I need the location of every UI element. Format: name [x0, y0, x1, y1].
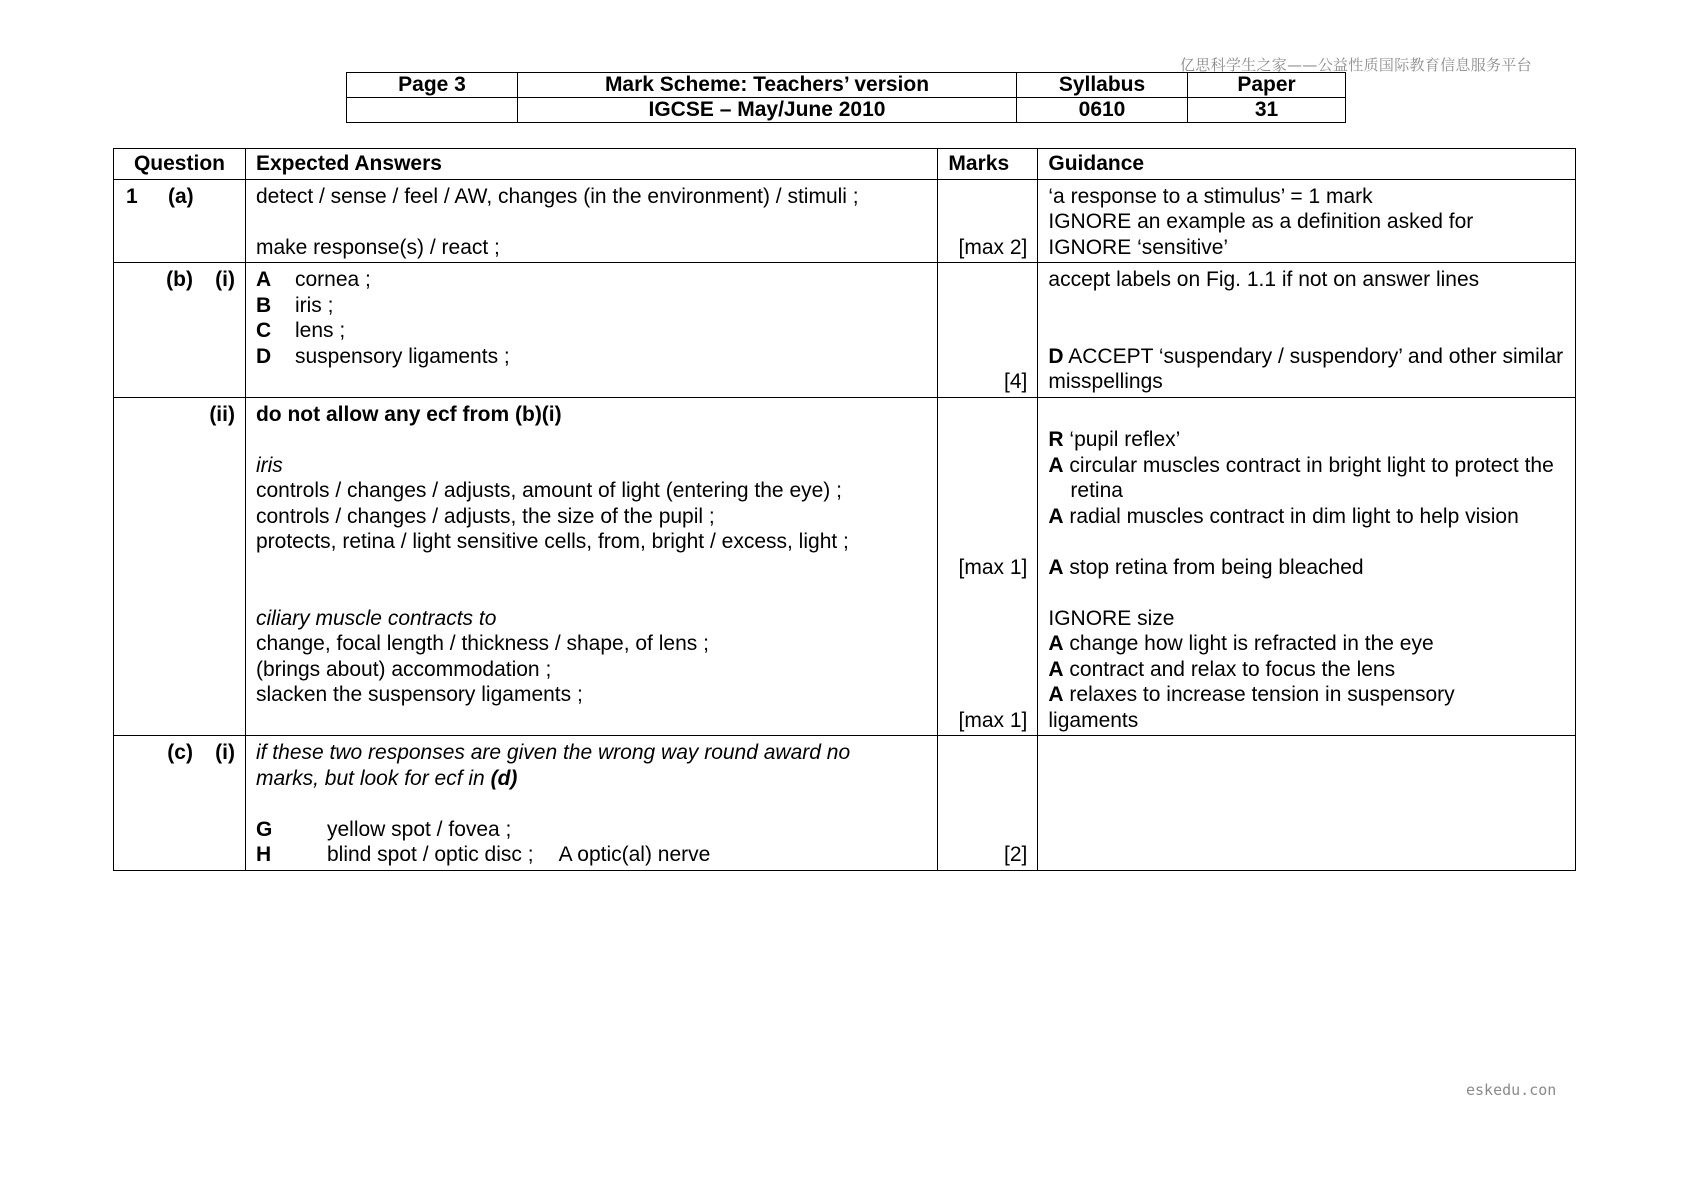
marks-value: [max 1] [958, 555, 1028, 579]
answer-line: detect / sense / feel / AW, changes (in the environment) / stimuli ; [255, 184, 859, 208]
answer-note: if these two responses are given the wrong way round award no [255, 741, 851, 764]
question-part: (c) [167, 741, 193, 764]
guidance-line: A change how light is refracted in the eye [1048, 632, 1434, 655]
col-guidance: Guidance [1038, 149, 1576, 180]
question-cell [114, 397, 246, 736]
label-letter: H [255, 843, 272, 866]
question-number: 1 [126, 184, 138, 208]
answer-line: controls / changes / adjusts, amount of light (entering the eye) ; [255, 479, 842, 502]
question-cell [114, 736, 246, 871]
header-table [346, 72, 1346, 123]
header-syllabus: 0610 [1017, 98, 1188, 123]
answer-note: marks, but look for ecf in (d) [255, 766, 518, 790]
label-letter: D [255, 344, 272, 368]
answer-line: controls / changes / adjusts, the size of the pupil ; [255, 504, 715, 528]
guidance-line: A radial muscles contract in dim light to help vision [1048, 504, 1519, 528]
answer-text: cornea ; [294, 268, 371, 291]
marks-cell [938, 736, 1038, 871]
label-letter: C [255, 319, 272, 342]
guidance-line: ‘a response to a stimulus’ = 1 mark [1048, 184, 1373, 208]
guidance-line: ligaments [1048, 708, 1139, 732]
answer-line: change, focal length / thickness / shape, of lens ; [255, 632, 709, 655]
guidance-line: IGNORE size [1048, 606, 1175, 630]
guidance-line: A relaxes to increase tension in suspensory [1048, 683, 1455, 706]
watermark-text: 亿思科学生之家——公益性质国际教育信息服务平台 [1180, 56, 1532, 74]
col-marks: Marks [938, 149, 1038, 180]
question-cell [114, 263, 246, 398]
guidance-line: IGNORE ‘sensitive’ [1048, 235, 1229, 259]
answers-cell [245, 736, 937, 871]
answers-cell [245, 179, 937, 263]
question-part: (a) [168, 184, 194, 208]
mark-scheme-table [113, 148, 1576, 871]
question-cell [114, 179, 246, 263]
watermark-url: eskedu.con [1466, 1081, 1557, 1099]
guidance-line: D ACCEPT ‘suspendary / suspendory’ and other similar misspellings [1048, 344, 1564, 393]
guidance-line: R ‘pupil reflex’ [1048, 428, 1181, 451]
answer-text: blind spot / optic disc ; [326, 843, 534, 866]
answer-subheading: iris [255, 453, 283, 477]
answer-line: protects, retina / light sensitive cells, from, bright / excess, light ; [255, 530, 849, 553]
marks-value: [max 1] [958, 708, 1028, 732]
question-subpart: (ii) [209, 402, 235, 426]
answers-cell [245, 263, 937, 398]
question-subpart: (i) [215, 741, 235, 764]
guidance-cell [1038, 397, 1576, 736]
answer-line: slacken the suspensory ligaments ; [255, 683, 583, 706]
question-subpart: (i) [215, 268, 235, 291]
answers-cell [245, 397, 937, 736]
guidance-cell [1038, 736, 1576, 871]
marks-cell [938, 397, 1038, 736]
table-row [114, 179, 1576, 263]
marks-value: [max 2] [958, 235, 1028, 259]
header-paper: 31 [1188, 98, 1346, 123]
header-page: Page 3 [347, 73, 518, 98]
table-row [114, 263, 1576, 398]
header-title: Mark Scheme: Teachers’ version [518, 73, 1017, 98]
header-exam: IGCSE – May/June 2010 [518, 98, 1017, 123]
col-question: Question [114, 149, 246, 180]
label-letter: B [255, 293, 272, 317]
answer-line: (brings about) accommodation ; [255, 657, 552, 681]
header-syllabus-label: Syllabus [1017, 73, 1188, 98]
guidance-cell [1038, 263, 1576, 398]
guidance-line: IGNORE an example as a definition asked for [1048, 210, 1474, 233]
label-letter: G [255, 817, 273, 841]
answer-text: yellow spot / fovea ; [326, 817, 512, 841]
answer-line: make response(s) / react ; [255, 235, 500, 259]
table-header-row [114, 149, 1576, 180]
answer-line [256, 209, 927, 235]
col-answers: Expected Answers [245, 149, 937, 180]
answer-extra: A optic(al) nerve [558, 843, 711, 866]
header-paper-label: Paper [1188, 73, 1346, 98]
guidance-line: retina [1070, 479, 1123, 502]
table-row [114, 736, 1576, 871]
guidance-line: accept labels on Fig. 1.1 if not on answer lines [1048, 268, 1480, 291]
answer-text: lens ; [294, 319, 346, 342]
marks-cell [938, 263, 1038, 398]
marks-value: [2] [1004, 843, 1028, 866]
question-part: (b) [166, 268, 193, 291]
guidance-cell [1038, 179, 1576, 263]
label-letter: A [255, 268, 272, 291]
guidance-line: A stop retina from being bleached [1048, 555, 1364, 579]
marks-cell [938, 179, 1038, 263]
header-empty [347, 98, 518, 123]
guidance-line: A contract and relax to focus the lens [1048, 657, 1396, 681]
answer-heading: do not allow any ecf from (b)(i) [255, 402, 562, 426]
table-row [114, 397, 1576, 736]
answer-text: suspensory ligaments ; [294, 344, 510, 368]
guidance-line: A circular muscles contract in bright light to protect the [1048, 453, 1554, 477]
answer-text: iris ; [294, 293, 334, 317]
marks-value: [4] [1004, 370, 1028, 393]
answer-subheading: ciliary muscle contracts to [255, 606, 497, 630]
